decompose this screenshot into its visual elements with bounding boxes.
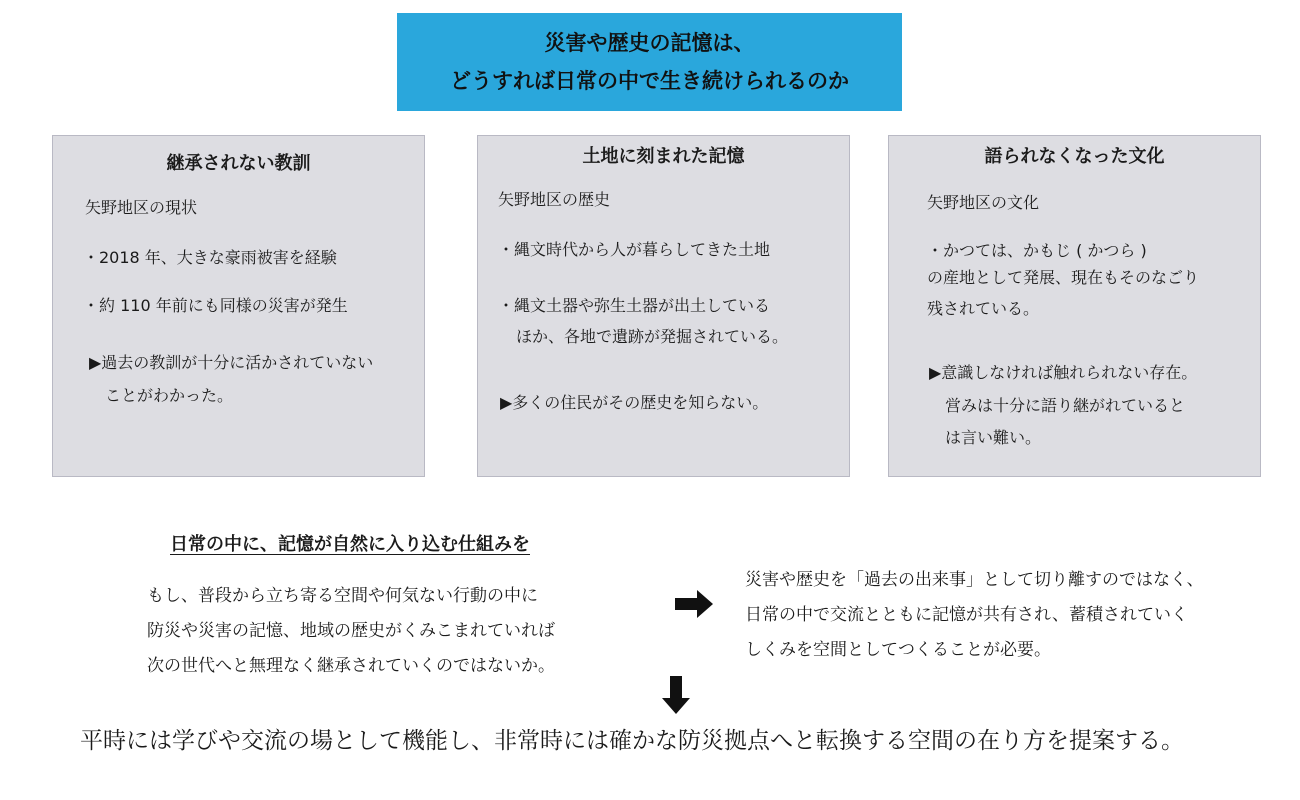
conclusion-statement: 平時には学びや交流の場として機能し、非常時には確かな防災拠点へと転換する空間の在り方を提案する。 xyxy=(80,728,1184,754)
card-bullet: 残されている。 xyxy=(927,299,1040,318)
card-subheading: 矢野地区の文化 xyxy=(927,193,1040,212)
title-line-1: 災害や歴史の記憶は、 xyxy=(544,31,755,55)
arrow-right-icon xyxy=(675,590,715,618)
card-bullet: ・かつては、かもじ ( かつら ) xyxy=(927,241,1147,260)
proposal-paragraph xyxy=(745,563,1204,668)
card-lessons xyxy=(52,135,425,477)
card-bullet: ・縄文時代から人が暮らしてきた土地 xyxy=(498,240,771,259)
card-bullet: ・約 110 年前にも同様の災害が発生 xyxy=(83,296,348,315)
title-banner xyxy=(397,13,902,111)
card-conclusion-line: ▶過去の教訓が十分に活かされていない xyxy=(89,353,374,372)
paragraph-line: もし、普段から立ち寄る空間や何気ない行動の中に xyxy=(147,586,538,606)
card-bullet: ・2018 年、大きな豪雨被害を経験 xyxy=(83,248,337,267)
arrow-down-icon xyxy=(662,676,690,716)
paragraph-line: しくみを空間としてつくることが必要。 xyxy=(745,640,1051,660)
card-conclusion-line: 営みは十分に語り継がれていると xyxy=(945,396,1186,415)
card-heading: 継承されない教訓 xyxy=(166,153,311,174)
card-heading: 語られなくなった文化 xyxy=(984,146,1165,167)
card-bullet: ほか、各地で遺跡が発掘されている。 xyxy=(516,327,789,346)
card-land-memory xyxy=(477,135,850,477)
card-heading: 土地に刻まれた記憶 xyxy=(582,146,745,167)
card-conclusion-line: ▶意識しなければ触れられない存在。 xyxy=(929,363,1198,382)
card-bullet: ・縄文土器や弥生土器が出土している xyxy=(498,296,771,315)
card-culture xyxy=(888,135,1261,477)
card-subheading: 矢野地区の歴史 xyxy=(498,190,611,209)
card-bullet: の産地として発展、現在もそのなごり xyxy=(927,268,1200,287)
card-conclusion-line: ▶多くの住民がその歴史を知らない。 xyxy=(500,393,769,412)
paragraph-line: 日常の中で交流とともに記憶が共有され、蓄積されていく xyxy=(745,605,1189,625)
paragraph-line: 防災や災害の記憶、地域の歴史がくみこまれていれば xyxy=(147,621,555,641)
hypothesis-paragraph xyxy=(147,579,555,684)
paragraph-line: 災害や歴史を「過去の出来事」として切り離すのではなく、 xyxy=(745,570,1204,590)
card-subheading: 矢野地区の現状 xyxy=(85,198,198,217)
card-conclusion-line: ことがわかった。 xyxy=(105,386,234,405)
paragraph-line: 次の世代へと無理なく継承されていくのではないか。 xyxy=(147,656,555,676)
card-conclusion-line: は言い難い。 xyxy=(945,428,1042,447)
title-line-2: どうすれば日常の中で生き続けられるのか xyxy=(450,69,849,93)
section-heading: 日常の中に、記憶が自然に入り込む仕組みを xyxy=(170,534,530,555)
